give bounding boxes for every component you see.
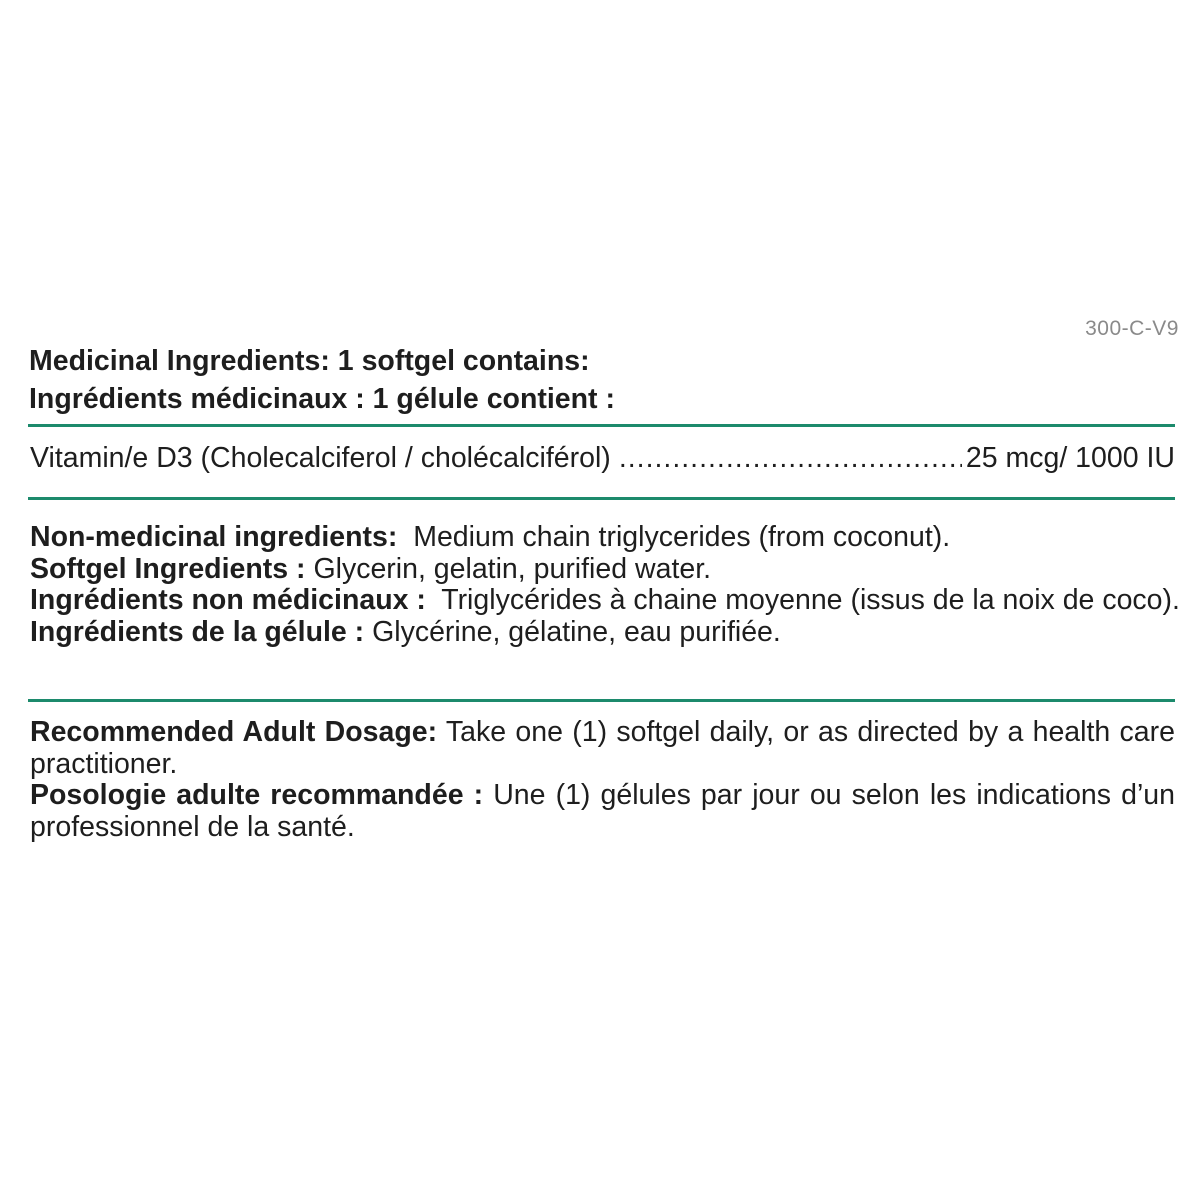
- ingredient-name: Vitamin/e D3 (Cholecalciferol / cholécalciférol): [30, 442, 611, 474]
- medicinal-ingredients-header: [29, 342, 1179, 418]
- medicinal-header-en: Medicinal Ingredients: 1 softgel contains:: [29, 345, 590, 377]
- dosage-en-label: Recommended Adult Dosage:: [30, 716, 438, 748]
- dosage-fr: [30, 780, 1175, 843]
- softgel-ingredients-fr: [30, 617, 1180, 649]
- softgel-fr-label: Ingrédients de la gélule :: [30, 615, 365, 648]
- medicinal-ingredient-row: [30, 442, 1175, 482]
- non-medicinal-fr-label: Ingrédients non médicinaux :: [30, 584, 426, 616]
- non-medicinal-fr: [30, 585, 1180, 617]
- non-medicinal-en-label: Non-medicinal ingredients:: [30, 521, 398, 553]
- divider-top: [28, 424, 1175, 427]
- dosage-section: [30, 717, 1175, 843]
- non-medicinal-en-text: Medium chain triglycerides (from coconut).: [413, 521, 951, 553]
- dosage-fr-text: Une (1) gélules par jour ou selon les indications d’un professionnel de la santé.: [30, 779, 1175, 843]
- softgel-ingredients-en: [30, 554, 1180, 586]
- non-medicinal-en: [30, 522, 1180, 554]
- softgel-fr-text: Glycérine, gélatine, eau purifiée.: [372, 615, 781, 648]
- divider-bottom: [28, 699, 1175, 702]
- label-version-code: 300-C-V9: [1085, 317, 1179, 340]
- dosage-en-text: Take one (1) softgel daily, or as directed by a health care practitioner.: [30, 716, 1175, 780]
- non-medicinal-fr-text: Triglycérides à chaine moyenne (issus de la noix de coco).: [441, 584, 1180, 616]
- divider-middle: [28, 497, 1175, 500]
- non-medicinal-section: [30, 522, 1180, 648]
- dosage-fr-label: Posologie adulte recommandée :: [30, 779, 484, 811]
- softgel-en-label: Softgel Ingredients :: [30, 552, 306, 585]
- medicinal-header-fr: Ingrédients médicinaux : 1 gélule contient :: [29, 383, 615, 415]
- ingredient-amount: 25 mcg/ 1000 IU: [965, 442, 1175, 474]
- leader-dots: [619, 442, 962, 475]
- softgel-en-text: Glycerin, gelatin, purified water.: [313, 552, 712, 585]
- dosage-en: [30, 717, 1175, 780]
